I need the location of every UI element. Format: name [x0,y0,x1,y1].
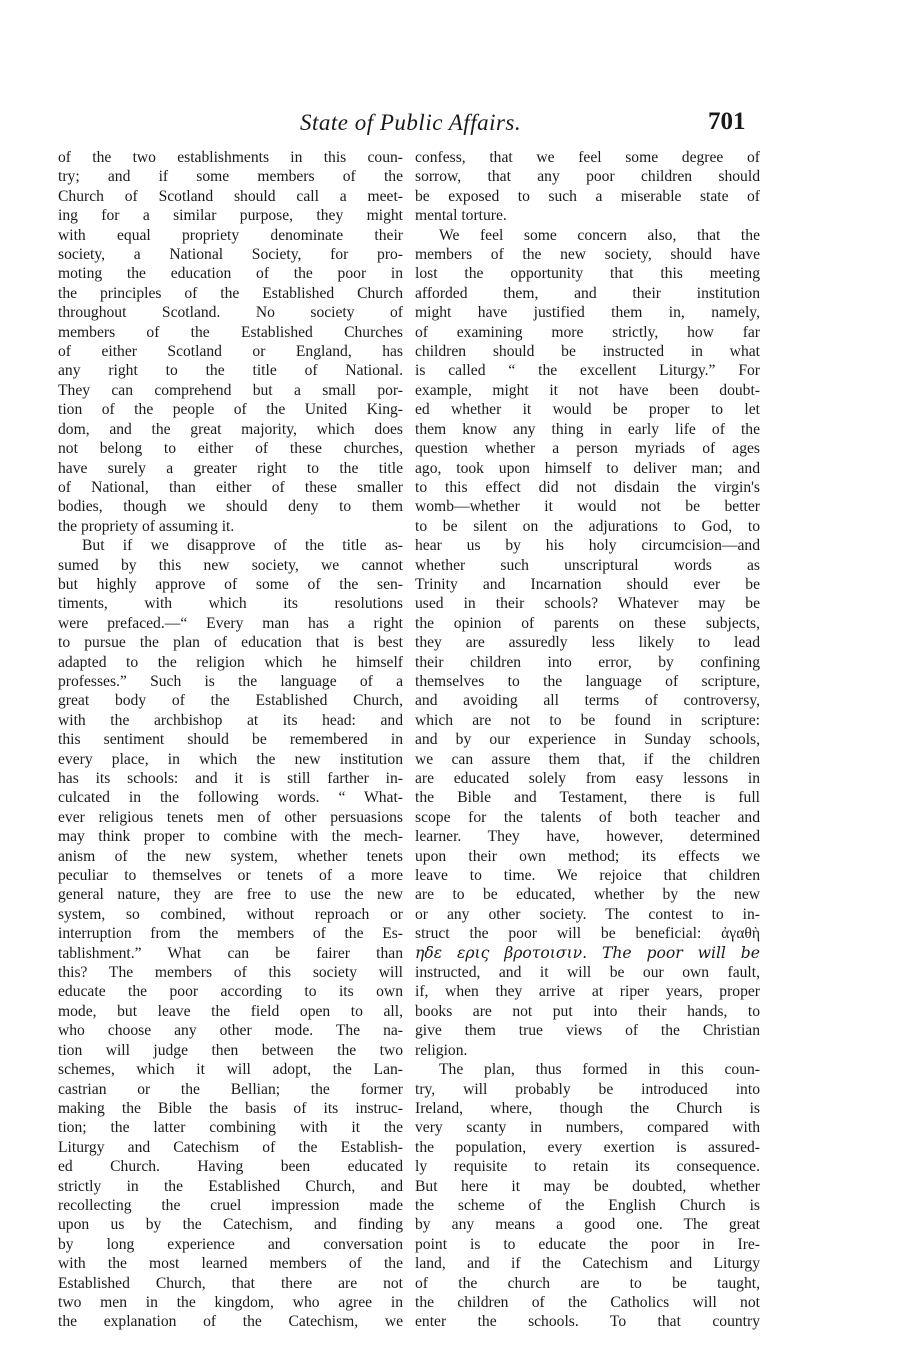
right-column-line: the Bible and Testament, there is full [415,789,760,807]
left-column-line: ever religious tenets men of other persuasions [58,808,403,826]
right-column-line: point is to educate the poor in Ire- [415,1235,760,1253]
left-column-line: schemes, which it will adopt, the Lan- [58,1061,403,1079]
left-column-line: tion of the people of the United King- [58,401,403,419]
right-column-line: struct the poor will be beneficial: ἀγαθὴ [415,925,760,943]
right-column-line: by any means a good one. The great [415,1216,760,1234]
right-column-line: ed whether it would be proper to let [415,401,760,419]
right-column-line: themselves to the language of scripture, [415,672,760,690]
left-column-line: with the most learned members of the [58,1255,403,1273]
right-column-line: leave to time. We rejoice that children [415,867,760,885]
left-column-line: the propriety of assuming it. [58,517,235,535]
right-column-line: ηδε ερις βροτοισιν. The poor will be [415,943,760,962]
left-column-line: castrian or the Bellian; the former [58,1080,403,1098]
right-column-line: ly requisite to retain its consequence. [415,1158,760,1176]
left-column-line: mode, but leave the field open to all, [58,1002,403,1020]
left-column-line: the explanation of the Catechism, we [58,1313,403,1331]
left-column-line: were prefaced.—“ Every man has a right [58,614,403,632]
right-column-line: whether such unscriptural words as [415,556,760,574]
right-column-line: land, and if the Catechism and Liturgy [415,1255,760,1273]
right-column-line: might have justified them in, namely, [415,304,760,322]
right-column-line: scope for the talents of both teacher and [415,808,760,826]
left-column-line: to pursue the plan of education that is best [58,634,403,652]
left-column-line: this sentiment should be remembered in [58,731,403,749]
left-column-line: peculiar to themselves or tenets of a more [58,867,403,885]
left-column-line: with the archbishop at its head: and [58,711,403,729]
left-column-line: ing for a similar purpose, they might [58,207,403,225]
right-column-line: Trinity and Incarnation should ever be [415,575,760,593]
right-column-line: are to be educated, whether by the new [415,886,760,904]
left-column-line: with equal propriety denominate their [58,226,403,244]
right-column-line: instructed, and it will be our own fault, [415,964,760,982]
left-column-line: anism of the new system, whether tenets [58,847,403,865]
right-column-line: mental torture. [415,207,507,225]
right-column-line: if, when they arrive at riper years, proper [415,983,760,1001]
right-column-line: afforded them, and their institution [415,284,760,302]
left-column-line: society, a National Society, for pro- [58,246,403,264]
left-column-line: two men in the kingdom, who agree in [58,1293,403,1311]
right-column-line: try, will probably be introduced into [415,1080,760,1098]
left-text-column [58,148,403,1332]
left-column-line: ed Church. Having been educated [58,1158,403,1176]
right-column-line: children should be instructed in what [415,343,760,361]
right-column-line: the opinion of parents on these subjects, [415,614,760,632]
left-column-line: adapted to the religion which he himself [58,653,403,671]
left-column-line: not belong to either of these churches, [58,440,403,458]
left-column-line: moting the education of the poor in [58,265,403,283]
right-column-line: members of the new society, should have [415,246,760,264]
right-column-line: the scheme of the English Church is [415,1196,760,1214]
left-column-line: sumed by this new society, we cannot [58,556,403,574]
right-column-line: of the church are to be taught, [415,1274,760,1292]
right-column-line: learner. They have, however, determined [415,828,760,846]
left-column-line: tion will judge then between the two [58,1041,403,1059]
right-column-line: the population, every exertion is assured- [415,1138,760,1156]
right-column-line: But here it may be doubted, whether [415,1177,760,1195]
left-column-line: this? The members of this society will [58,964,403,982]
right-text-column [415,148,760,1332]
right-column-line: example, might it not have been doubt- [415,381,760,399]
page-number: 701 [708,108,746,135]
right-column-line: give them true views of the Christian [415,1022,760,1040]
left-column-line: every place, in which the new institution [58,750,403,768]
running-head [0,110,905,150]
left-column-line: timents, with which its resolutions [58,595,403,613]
right-column-line: question whether a person myriads of ages [415,440,760,458]
right-column-line: used in their schools? Whatever may be [415,595,760,613]
left-column-line: of the two establishments in this coun- [58,149,403,166]
right-column-line: and by our experience in Sunday schools, [415,731,760,749]
left-column-line: Church of Scotland should call a meet- [58,187,403,205]
left-column-line: dom, and the great majority, which does [58,420,403,438]
right-column-line: very scanty in numbers, compared with [415,1119,760,1137]
right-column-line: is called “ the excellent Liturgy.” For [415,362,760,380]
left-column-line: by long experience and conversation [58,1235,403,1253]
left-column-line: who choose any other mode. The na- [58,1022,403,1040]
left-column-line: great body of the Established Church, [58,692,403,710]
right-column-line: or any other society. The contest to in- [415,905,760,923]
right-column-line: their children into error, by confining [415,653,760,671]
right-column-line: upon their own method; its effects we [415,847,760,865]
left-column-line: throughout Scotland. No society of [58,304,403,322]
running-title: State of Public Affairs. [300,110,522,135]
left-column-line: educate the poor according to its own [58,983,403,1001]
left-column-line: general nature, they are free to use the new [58,886,403,904]
left-column-line: bodies, though we should deny to them [58,498,403,516]
right-column-line: Ireland, where, though the Church is [415,1099,760,1117]
left-column-line: try; and if some members of the [58,168,403,186]
right-column-line: them know any thing in early life of the [415,420,760,438]
left-column-line: upon us by the Catechism, and finding [58,1216,403,1234]
left-column-line: recollecting the cruel impression made [58,1196,403,1214]
left-column-line: may think proper to combine with the mech- [58,828,403,846]
right-column-line: sorrow, that any poor children should [415,168,760,186]
right-column-line: of examining more strictly, how far [415,323,760,341]
left-column-line: Established Church, that there are not [58,1274,403,1292]
left-column-line: the principles of the Established Church [58,284,403,302]
right-column-line: the children of the Catholics will not [415,1293,760,1311]
right-column-line: hear us by his holy circumcision—and [415,537,760,555]
left-column-line: has its schools: and it is still farther in- [58,770,403,787]
right-column-line: religion. [415,1041,468,1059]
right-column-line: confess, that we feel some degree of [415,149,760,166]
left-column-line: of either Scotland or England, has [58,343,403,361]
right-column-line: are educated solely from easy lessons in [415,770,760,787]
right-column-line: lost the opportunity that this meeting [415,265,760,283]
right-column-line: The plan, thus formed in this coun- [439,1061,760,1079]
right-column-line: and avoiding all terms of controversy, [415,692,760,710]
left-column-line: any right to the title of National. [58,362,403,380]
left-column-line: system, so combined, without reproach or [58,905,403,923]
left-column-line: members of the Established Churches [58,323,403,341]
right-column-line: enter the schools. To that country [415,1313,760,1331]
left-column-line: But if we disapprove of the title as- [82,537,403,555]
right-column-line: We feel some concern also, that the [439,226,760,244]
right-column-line: ago, took upon himself to deliver man; and [415,459,760,477]
left-column-line: tion; the latter combining with it the [58,1119,403,1137]
left-column-line: professes.” Such is the language of a [58,672,403,690]
left-column-line: strictly in the Established Church, and [58,1177,403,1195]
left-column-line: of National, than either of these smaller [58,478,403,496]
left-column-line: culcated in the following words. “ What- [58,789,403,807]
right-column-line: be exposed to such a miserable state of [415,187,760,205]
right-column-line: to this effect did not disdain the virgin's [415,478,760,496]
right-column-line: which are not to be found in scripture: [415,711,760,729]
right-column-line: they are assuredly less likely to lead [415,634,760,652]
right-column-line: womb—whether it would not be better [415,498,760,516]
left-column-line: interruption from the members of the Es- [58,925,403,943]
left-column-line: have surely a greater right to the title [58,459,403,477]
left-column-line: tablishment.” What can be fairer than [58,944,403,962]
left-column-line: making the Bible the basis of its instruc- [58,1099,403,1117]
left-column-line: Liturgy and Catechism of the Establish- [58,1138,403,1156]
right-column-line: books are not put into their hands, to [415,1002,760,1020]
right-column-line: to be silent on the adjurations to God, to [415,517,760,535]
left-column-line: but highly approve of some of the sen- [58,575,403,593]
right-column-line: we can assure them that, if the children [415,750,760,768]
left-column-line: They can comprehend but a small por- [58,381,403,399]
